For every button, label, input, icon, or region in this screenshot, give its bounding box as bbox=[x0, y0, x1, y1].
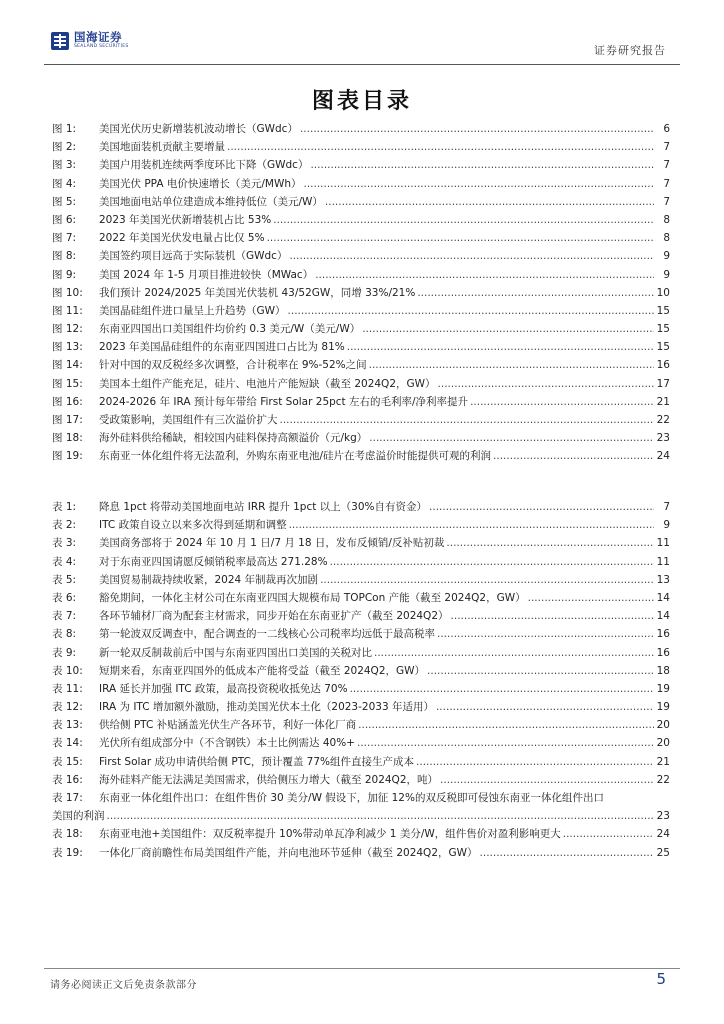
entry-label: 图 10: bbox=[52, 286, 83, 299]
entry-label: 图 2: bbox=[52, 141, 77, 154]
toc-entry[interactable] bbox=[52, 663, 670, 681]
entry-label: 图 16: bbox=[52, 395, 83, 408]
toc-entry[interactable] bbox=[52, 194, 670, 212]
toc-entry[interactable] bbox=[52, 412, 670, 430]
toc-entry[interactable] bbox=[52, 735, 670, 753]
entry-title: 豁免期间，一体化主材公司在东南亚四国大规模布局 TOPCon 产能（截至 2024Q2，GW） bbox=[99, 591, 526, 604]
entry-title: ITC 政策自设立以来多次得到延期和调整 bbox=[99, 519, 287, 532]
entry-page: 14 bbox=[656, 610, 670, 623]
entry-label: 表 17: bbox=[52, 792, 83, 804]
entry-page: 14 bbox=[656, 591, 670, 604]
dot-leader bbox=[438, 378, 654, 390]
entry-label: 图 3: bbox=[52, 159, 77, 172]
entry-page: 24 bbox=[656, 450, 670, 463]
toc-entry[interactable] bbox=[52, 121, 670, 139]
dot-leader bbox=[288, 305, 654, 317]
entry-page: 19 bbox=[656, 701, 670, 714]
entry-label: 表 14: bbox=[52, 737, 83, 750]
entry-title: 东南亚一体化组件出口：在组件售价 30 美分/W 假设下，加征 12%的双反税即可侵蚀东南亚一体化组件出口 bbox=[99, 792, 604, 804]
dot-leader bbox=[310, 159, 654, 171]
dot-leader bbox=[362, 323, 654, 335]
toc-entry[interactable] bbox=[52, 430, 670, 448]
dot-leader bbox=[436, 701, 654, 713]
toc-entry[interactable] bbox=[52, 826, 670, 844]
toc-entry[interactable] bbox=[52, 248, 670, 266]
entry-label: 表 15: bbox=[52, 755, 83, 768]
entry-label: 表 6: bbox=[52, 591, 77, 604]
dot-leader bbox=[451, 610, 654, 622]
entry-title: First Solar 成功申请供给侧 PTC，预计覆盖 77%组件直接生产成本 bbox=[99, 755, 415, 768]
disclaimer-text: 请务必阅读正文后免责条款部分 bbox=[50, 980, 197, 991]
toc-entry-continued[interactable] bbox=[52, 808, 670, 826]
entry-title: 美国签约项目远高于实际装机（GWdc） bbox=[99, 250, 288, 263]
dot-leader bbox=[289, 250, 654, 262]
dot-leader bbox=[493, 450, 654, 462]
entry-page: 23 bbox=[656, 432, 670, 445]
entry-page: 16 bbox=[656, 359, 670, 372]
entry-title: 美国光伏 PPA 电价快速增长（美元/MWh） bbox=[99, 177, 302, 190]
entry-page: 20 bbox=[656, 719, 670, 732]
toc-entry[interactable] bbox=[52, 303, 670, 321]
entry-label: 表 9: bbox=[52, 646, 77, 659]
toc-entry[interactable] bbox=[52, 608, 670, 626]
dot-leader bbox=[369, 432, 654, 444]
toc-entry[interactable] bbox=[52, 176, 670, 194]
entry-title: 光伏所有组成部分中（不含钢铁）本土比例需达 40%+ bbox=[99, 737, 355, 750]
dot-leader bbox=[280, 414, 655, 426]
entry-title: 各环节辅材厂商为配套主材需求，同步开始在东南亚扩产（截至 2024Q2） bbox=[99, 610, 449, 623]
entry-title: 美国户用装机连续两季度环比下降（GWdc） bbox=[99, 159, 309, 172]
figure-list bbox=[52, 121, 670, 467]
page-number: 5 bbox=[656, 970, 666, 988]
toc-entry[interactable] bbox=[52, 376, 670, 394]
dot-leader bbox=[427, 665, 654, 677]
entry-label: 图 9: bbox=[52, 268, 77, 281]
dot-leader bbox=[470, 396, 654, 408]
entry-label: 图 6: bbox=[52, 213, 77, 226]
entry-label: 图 5: bbox=[52, 195, 77, 208]
toc-entry[interactable] bbox=[52, 572, 670, 590]
dot-leader bbox=[267, 232, 654, 244]
entry-page: 22 bbox=[656, 773, 670, 786]
toc-entry[interactable] bbox=[52, 212, 670, 230]
toc-entry[interactable] bbox=[52, 845, 670, 863]
entry-page: 20 bbox=[656, 737, 670, 750]
entry-title: IRA 为 ITC 增加额外激励，推动美国光伏本土化（2023-2033 年适用） bbox=[99, 701, 434, 714]
entry-page: 13 bbox=[656, 573, 670, 586]
dot-leader bbox=[416, 756, 654, 768]
entry-label: 表 19: bbox=[52, 846, 83, 859]
entry-title: 东南亚一体化组件将无法盈利，外购东南亚电池/硅片在考虑溢价时能提供可观的利润 bbox=[99, 450, 492, 463]
logo-name-cn: 国海证券 bbox=[74, 30, 122, 44]
entry-page: 7 bbox=[663, 159, 670, 172]
entry-title: 美国本土组件产能充足，硅片、电池片产能短缺（截至 2024Q2，GW） bbox=[99, 377, 436, 390]
entry-title: 东南亚四国出口美国组件均价约 0.3 美元/W（美元/W） bbox=[99, 323, 361, 336]
dot-leader bbox=[227, 141, 654, 153]
entry-label: 表 11: bbox=[52, 682, 83, 695]
toc-entry[interactable] bbox=[52, 772, 670, 790]
dot-leader bbox=[417, 287, 654, 299]
entry-page: 18 bbox=[656, 664, 670, 677]
dot-leader bbox=[429, 501, 654, 513]
entry-page: 17 bbox=[656, 377, 670, 390]
entry-page: 16 bbox=[656, 646, 670, 659]
dot-leader bbox=[315, 269, 654, 281]
toc-entry[interactable] bbox=[52, 448, 670, 466]
dot-leader bbox=[320, 574, 654, 586]
entry-page: 7 bbox=[663, 195, 670, 208]
entry-page: 16 bbox=[656, 628, 670, 641]
entry-label: 图 14: bbox=[52, 359, 83, 372]
entry-page: 8 bbox=[663, 213, 670, 226]
entry-label: 表 7: bbox=[52, 610, 77, 623]
entry-title: 东南亚电池+美国组件：双反税率提升 10%带动单瓦净利减少 1 美分/W，组件售价对盈利影响更大 bbox=[99, 828, 561, 841]
entry-label: 表 4: bbox=[52, 555, 77, 568]
page-title: 图表目录 bbox=[311, 89, 412, 114]
toc-entry[interactable] bbox=[52, 517, 670, 535]
entry-title: 2024-2026 年 IRA 预计每年带给 First Solar 25pct 左右的毛利率/净利率提升 bbox=[99, 395, 469, 408]
entry-label: 图 1: bbox=[52, 123, 77, 135]
entry-title: 美国晶硅组件进口量呈上升趋势（GW） bbox=[99, 304, 286, 317]
entry-page: 6 bbox=[663, 123, 670, 135]
entry-page: 7 bbox=[663, 177, 670, 190]
entry-page: 9 bbox=[663, 519, 670, 532]
entry-label: 表 2: bbox=[52, 519, 77, 532]
entry-label: 图 13: bbox=[52, 341, 83, 354]
entry-title: 对于东南亚四国请愿反倾销税率最高达 271.28% bbox=[99, 555, 328, 568]
toc-entry[interactable] bbox=[52, 499, 670, 517]
toc-entry[interactable] bbox=[52, 285, 670, 303]
dot-leader bbox=[437, 628, 654, 640]
dot-leader bbox=[357, 737, 654, 749]
toc-entry[interactable] bbox=[52, 535, 670, 553]
entry-page: 25 bbox=[656, 846, 670, 859]
toc-entry[interactable] bbox=[52, 645, 670, 663]
dot-leader bbox=[347, 341, 654, 353]
header-divider bbox=[44, 64, 680, 65]
entry-title: 短期来看，东南亚四国外的低成本产能将受益（截至 2024Q2，GW） bbox=[99, 664, 426, 677]
entry-title: 一体化厂商前瞻性布局美国组件产能，并向电池环节延伸（截至 2024Q2，GW） bbox=[99, 846, 478, 859]
entry-title: 供给侧 PTC 补贴涵盖光伏生产各环节，利好一体化厂商 bbox=[99, 719, 357, 732]
entry-title: 美国商务部将于 2024 年 10 月 1 日/7 月 18 日，发布反倾销/反补贴初裁 bbox=[99, 537, 445, 550]
entry-page: 23 bbox=[656, 810, 670, 823]
report-type-label: 证券研究报告 bbox=[594, 44, 666, 57]
entry-page: 11 bbox=[656, 537, 670, 550]
entry-title: 2023 年美国光伏新增装机占比 53% bbox=[99, 213, 272, 226]
entry-title: 2022 年美国光伏发电量占比仅 5% bbox=[99, 232, 265, 245]
toc-entry[interactable] bbox=[52, 590, 670, 608]
entry-label: 图 19: bbox=[52, 450, 83, 463]
entry-page: 7 bbox=[663, 141, 670, 154]
entry-label: 表 10: bbox=[52, 664, 83, 677]
dot-leader bbox=[300, 123, 654, 135]
entry-label: 图 17: bbox=[52, 414, 83, 426]
toc-entry[interactable] bbox=[52, 139, 670, 157]
toc-entry[interactable] bbox=[52, 626, 670, 644]
toc-entry[interactable] bbox=[52, 699, 670, 717]
entry-label: 表 12: bbox=[52, 701, 83, 714]
entry-title: 海外硅料产能无法满足美国需求，供给侧压力增大（截至 2024Q2，吨） bbox=[99, 773, 439, 786]
entry-page: 8 bbox=[663, 232, 670, 245]
entry-label: 图 18: bbox=[52, 432, 83, 445]
page-header bbox=[44, 28, 680, 64]
entry-label: 表 3: bbox=[52, 537, 77, 550]
entry-label: 表 13: bbox=[52, 719, 83, 732]
entry-label: 表 16: bbox=[52, 773, 83, 786]
dot-leader bbox=[350, 683, 654, 695]
dot-leader bbox=[563, 828, 654, 840]
logo-name-en: SEALAND SECURITIES bbox=[74, 44, 129, 49]
entry-title: 受政策影响，美国组件有三次溢价扩大 bbox=[99, 414, 278, 426]
entry-page: 24 bbox=[656, 828, 670, 841]
toc-entry[interactable] bbox=[52, 357, 670, 375]
dot-leader bbox=[446, 537, 654, 549]
dot-leader bbox=[358, 719, 654, 731]
entry-page: 19 bbox=[656, 682, 670, 695]
entry-label: 表 18: bbox=[52, 828, 83, 841]
toc-entry[interactable] bbox=[52, 157, 670, 175]
entry-label: 图 15: bbox=[52, 377, 83, 390]
entry-page: 21 bbox=[656, 395, 670, 408]
entry-title-continued: 美国的利润 bbox=[52, 810, 105, 823]
dot-leader bbox=[480, 847, 654, 859]
entry-page: 22 bbox=[656, 414, 670, 426]
toc-entry[interactable] bbox=[52, 339, 670, 357]
dot-leader bbox=[528, 592, 654, 604]
dot-leader bbox=[369, 359, 654, 371]
entry-label: 图 7: bbox=[52, 232, 77, 245]
table-list bbox=[52, 499, 670, 863]
entry-title: 美国贸易制裁持续收紧，2024 年制裁再次加剧 bbox=[99, 573, 319, 586]
entry-label: 表 8: bbox=[52, 628, 77, 641]
entry-page: 7 bbox=[663, 501, 670, 513]
entry-page: 11 bbox=[656, 555, 670, 568]
entry-title: 海外硅料供给稀缺，相较国内硅料保持高额溢价（元/kg） bbox=[99, 432, 368, 445]
entry-page: 15 bbox=[656, 304, 670, 317]
dot-leader bbox=[325, 196, 654, 208]
entry-title: 降息 1pct 将带动美国地面电站 IRR 提升 1pct 以上（30%自有资金） bbox=[99, 501, 428, 513]
entry-title: 美国地面装机贡献主要增量 bbox=[99, 141, 225, 154]
dot-leader bbox=[303, 178, 654, 190]
entry-label: 表 1: bbox=[52, 501, 77, 513]
dot-leader bbox=[273, 214, 654, 226]
entry-title: 针对中国的双反税经多次调整，合计税率在 9%-52%之间 bbox=[99, 359, 367, 372]
dot-leader bbox=[289, 519, 654, 531]
entry-page: 9 bbox=[663, 268, 670, 281]
entry-page: 9 bbox=[663, 250, 670, 263]
entry-title: 美国地面电站单位建造成本维持低位（美元/W） bbox=[99, 195, 323, 208]
entry-page: 15 bbox=[656, 341, 670, 354]
entry-title: 新一轮双反制裁前后中国与东南亚四国出口美国的关税对比 bbox=[99, 646, 372, 659]
footer-divider bbox=[44, 968, 680, 969]
dot-leader bbox=[107, 810, 655, 822]
entry-title: 第一轮波双反调查中，配合调查的一二线核心公司税率均远低于最高税率 bbox=[99, 628, 435, 641]
entry-title: 我们预计 2024/2025 年美国光伏装机 43/52GW，同增 33%/21% bbox=[99, 286, 416, 299]
toc-entry[interactable] bbox=[52, 717, 670, 735]
entry-title: 美国光伏历史新增装机波动增长（GWdc） bbox=[99, 123, 298, 135]
entry-page: 21 bbox=[656, 755, 670, 768]
sealand-logo-icon bbox=[50, 31, 70, 51]
entry-page: 15 bbox=[656, 323, 670, 336]
company-logo bbox=[50, 31, 129, 51]
entry-title: IRA 延长并加强 ITC 政策，最高投资税收抵免达 70% bbox=[99, 682, 348, 695]
entry-label: 图 4: bbox=[52, 177, 77, 190]
entry-title: 美国 2024 年 1-5 月项目推进较快（MWac） bbox=[99, 268, 314, 281]
toc-entry[interactable] bbox=[52, 754, 670, 772]
toc-entry[interactable] bbox=[52, 554, 670, 572]
entry-label: 图 12: bbox=[52, 323, 83, 336]
entry-label: 图 11: bbox=[52, 304, 83, 317]
dot-leader bbox=[440, 774, 654, 786]
dot-leader bbox=[330, 556, 654, 568]
toc-entry[interactable] bbox=[52, 267, 670, 285]
entry-label: 表 5: bbox=[52, 573, 77, 586]
toc-entry[interactable] bbox=[52, 321, 670, 339]
entry-page: 10 bbox=[656, 286, 670, 299]
toc-entry[interactable] bbox=[52, 681, 670, 699]
toc-entry[interactable] bbox=[52, 230, 670, 248]
toc-entry[interactable] bbox=[52, 790, 670, 808]
entry-label: 图 8: bbox=[52, 250, 77, 263]
toc-entry[interactable] bbox=[52, 394, 670, 412]
entry-title: 2023 年美国晶硅组件的东南亚四国进口占比为 81% bbox=[99, 341, 345, 354]
dot-leader bbox=[374, 647, 654, 659]
